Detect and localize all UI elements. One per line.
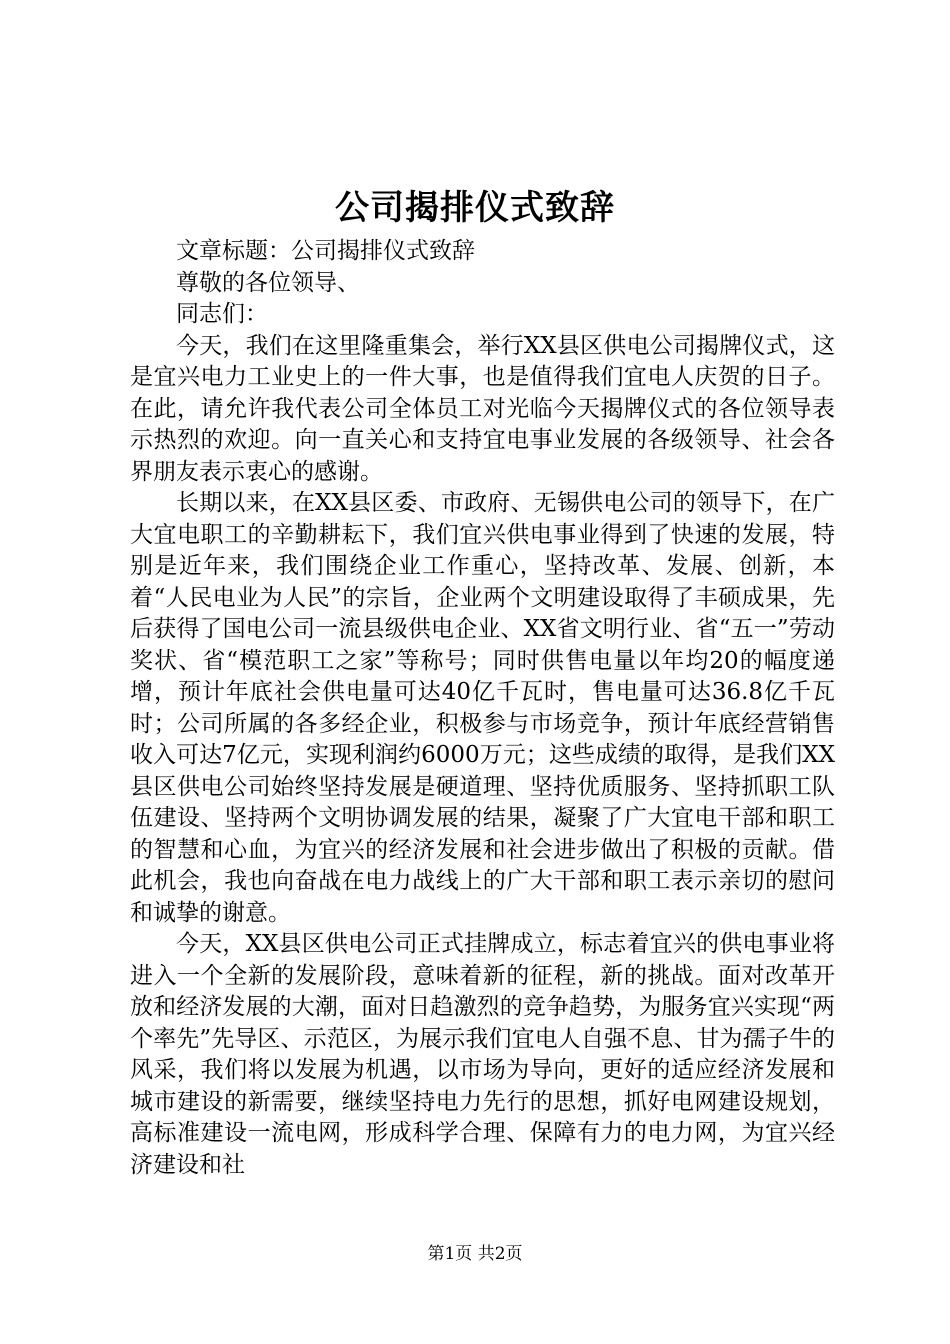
body-paragraph-2: 长期以来，在XX县区委、市政府、无锡供电公司的领导下，在广大宜电职工的辛勤耕耘下，我们宜兴供电事业得到了快速的发展，特别是近年来，我们围绕企业工作重心，坚持改革、发展、创新，本着“人民电业为人民”的宗旨，企业两个文明建设取得了丰硕成果，先后获得了国电公司一流县级供电企业、XX省文明行业、省“五一”劳动奖状、省“模范职工之家”等称号；同时供售电量以年均20的幅度递增，预计年底社会供电量可达40亿千瓦时，售电量可达36.8亿千瓦时；公司所属的各多经企业，积极参与市场竞争，预计年底经营销售收入可达7亿元，实现利润约6000万元；这些成绩的取得，是我们XX县区供电公司始终坚持发展是硬道理、坚持优质服务、坚持抓职工队伍建设、坚持两个文明协调发展的结果，凝聚了广大宜电干部和职工的智慧和心血，为宜兴的经济发展和社会进步做出了积极的贡献。借此机会，我也向奋战在电力战线上的广大干部和职工表示亲切的慰问和诚挚的谢意。 [130,490,835,926]
salutation-line-2: 同志们： [176,301,268,327]
document-title: 公司揭排仪式致辞 [335,188,615,228]
body-paragraph-3: 今天，XX县区供电公司正式挂牌成立，标志着宜兴的供电事业将进入一个全新的发展阶段，意味着新的征程，新的挑战。面对改革开放和经济发展的大潮，面对日趋激烈的竞争趋势，为服务宜兴实现“两个率先”先导区、示范区，为展示我们宜电人自强不息、甘为孺子牛的风采，我们将以发展为机遇，以市场为导向，更好的适应经济发展和城市建设的新需要，继续坚持电力先行的思想，抓好电网建设规划，高标准建设一流电网，形成科学合理、保障有力的电力网，为宜兴经济建设和社 [130,931,835,1178]
article-title-line: 文章标题：公司揭排仪式致辞 [176,238,475,264]
body-paragraph-1: 今天，我们在这里隆重集会，举行XX县区供电公司揭牌仪式，这是宜兴电力工业史上的一件大事，也是值得我们宜电人庆贺的日子。在此，请允许我代表公司全体员工对光临今天揭牌仪式的各位领导表示热烈的欢迎。向一直关心和支持宜电事业发展的各级领导、社会各界朋友表示衷心的感谢。 [130,332,835,485]
page-number-footer: 第1页 共2页 [427,1244,523,1264]
document-body [130,236,835,1181]
salutation-line-1: 尊敬的各位领导、 [176,269,360,296]
